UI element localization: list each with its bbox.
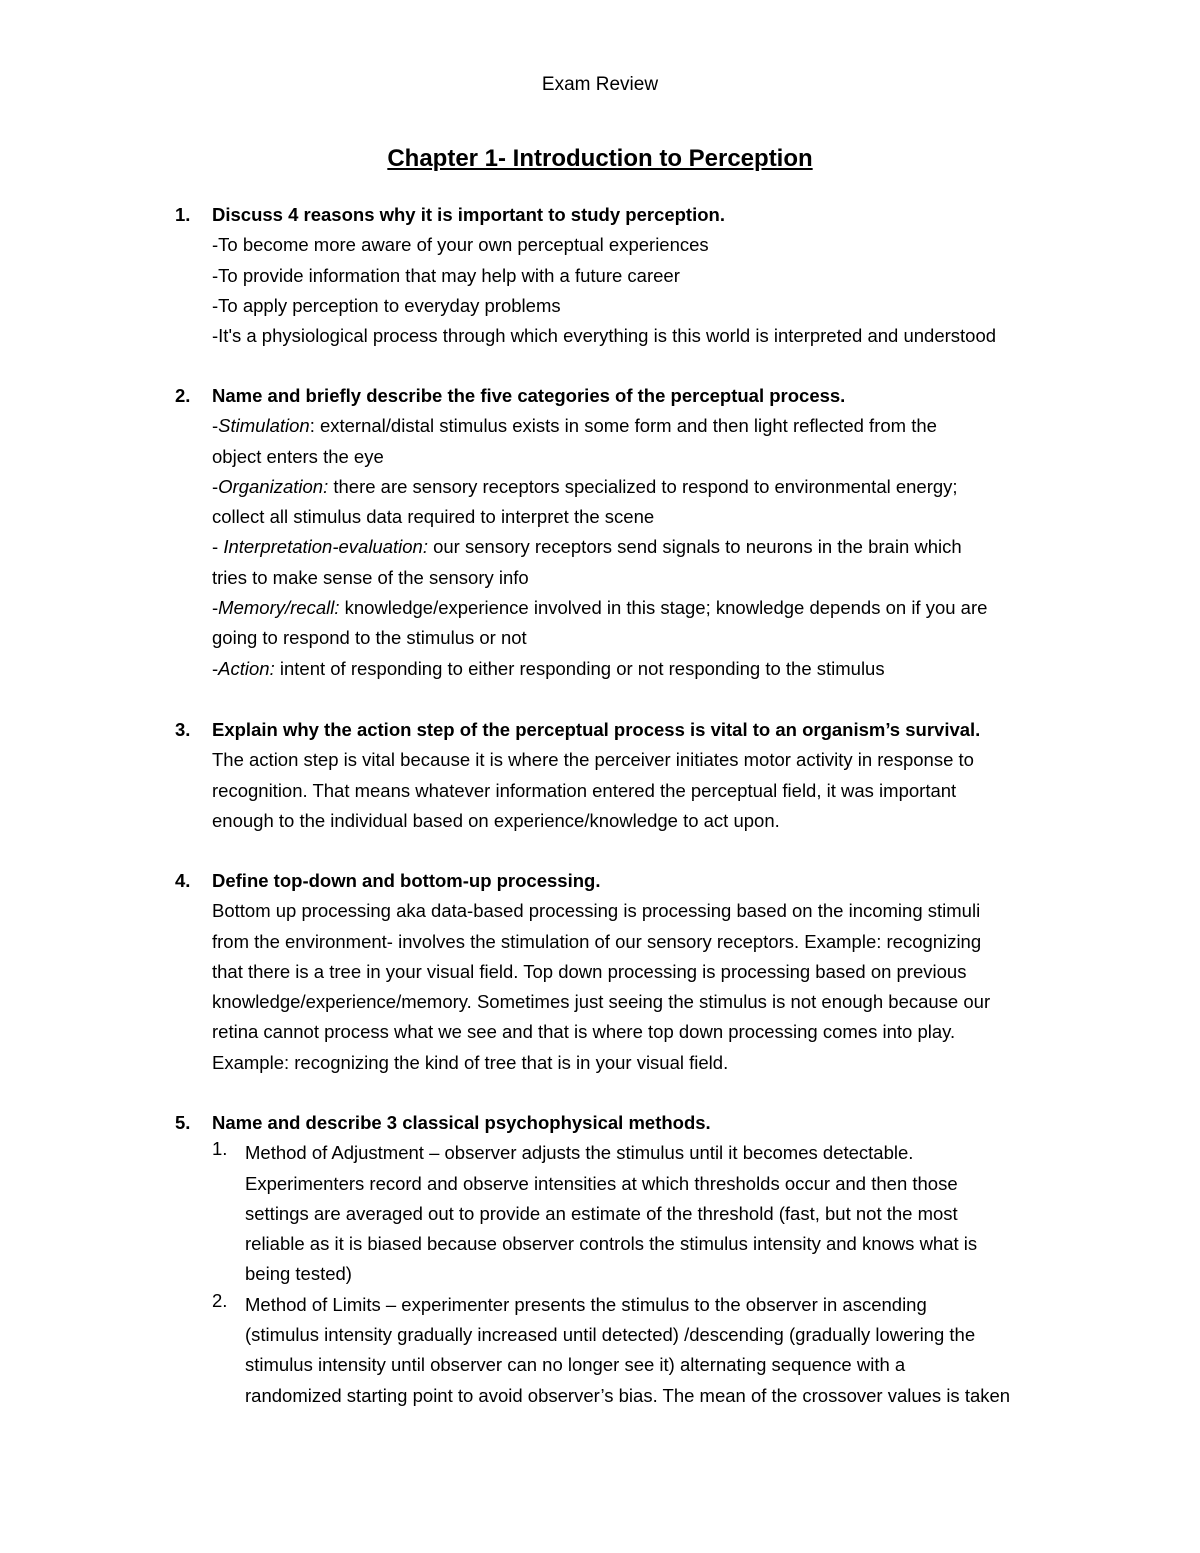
answer-line: enough to the individual based on experience/knowledge to act upon.	[212, 809, 780, 831]
sub-list-item	[175, 1290, 1075, 1411]
term-stimulation: Stimulation	[218, 415, 310, 437]
answer-line: going to respond to the stimulus or not	[212, 627, 527, 649]
answer-line: -To become more aware of your own perceptual experiences	[212, 234, 709, 256]
answer-line: being tested)	[245, 1263, 352, 1285]
answer-line	[212, 532, 1075, 562]
answer-line: Example: recognizing the kind of tree that is in your visual field.	[212, 1051, 729, 1073]
answer-line: from the environment- involves the stimulation of our sensory receptors. Example: recognizing	[212, 930, 982, 952]
answer-line: -To apply perception to everyday problems	[212, 294, 561, 316]
answer-line: -To provide information that may help with a future career	[212, 264, 680, 286]
definition: : external/distal stimulus exists in some form and then light reflected from the	[309, 415, 937, 437]
definition: intent of responding to either responding or not responding to the stimulus	[274, 657, 885, 679]
answer-line: settings are averaged out to provide an estimate of the threshold (fast, but not the most	[245, 1202, 958, 1224]
sub-item-number: 1.	[212, 1138, 228, 1160]
answer-line: knowledge/experience/memory. Sometimes just seeing the stimulus is not enough because our	[212, 991, 991, 1013]
question-1	[175, 200, 1075, 351]
question-text: Name and briefly describe the five categories of the perceptual process.	[212, 385, 846, 406]
answer-line: object enters the eye	[212, 445, 384, 467]
question-number: 3.	[175, 719, 191, 740]
answer-line: Experimenters record and observe intensities at which thresholds occur and then those	[245, 1172, 958, 1194]
term-interpretation: Interpretation-evaluation:	[223, 536, 428, 558]
answer-line: that there is a tree in your visual field. Top down processing is processing based on previous	[212, 960, 967, 982]
sub-list-item	[175, 1138, 1075, 1289]
answer-line: retina cannot process what we see and that is where top down processing comes into play.	[212, 1021, 956, 1043]
question-text: Define top-down and bottom-up processing.	[212, 870, 601, 891]
answer-line	[212, 593, 1075, 623]
dash: -	[212, 475, 219, 497]
answer-line: tries to make sense of the sensory info	[212, 566, 529, 588]
answer-line	[212, 472, 1075, 502]
answer-line: collect all stimulus data required to interpret the scene	[212, 506, 655, 528]
dash: -	[212, 657, 219, 679]
answer-line: (stimulus intensity gradually increased until detected) /descending (gradually lowering the	[245, 1324, 976, 1346]
term-memory: Memory/recall:	[218, 597, 340, 619]
definition: knowledge/experience involved in this stage; knowledge depends on if you are	[339, 597, 988, 619]
question-text: Explain why the action step of the perceptual process is vital to an organism’s survival.	[212, 719, 981, 740]
question-5	[175, 1108, 1075, 1411]
answer-line: recognition. That means whatever information entered the perceptual field, it was important	[212, 779, 957, 801]
question-3	[175, 715, 1075, 836]
answer-line: reliable as it is biased because observer controls the stimulus intensity and knows what is	[245, 1233, 978, 1255]
answer-line: -It's a physiological process through which everything is this world is interpreted and understood	[212, 325, 997, 347]
dash: -	[212, 415, 219, 437]
answer-line	[212, 411, 1075, 441]
answer-line: randomized starting point to avoid observer’s bias. The mean of the crossover values is taken	[245, 1384, 1011, 1406]
question-number: 2.	[175, 385, 191, 406]
question-text: Discuss 4 reasons why it is important to study perception.	[212, 204, 725, 225]
question-2	[175, 381, 1075, 684]
term-organization: Organization:	[218, 475, 329, 497]
dash: -	[212, 597, 219, 619]
answer-line: Method of Limits – experimenter presents the stimulus to the observer in ascending	[245, 1293, 927, 1315]
term-action: Action:	[218, 657, 275, 679]
answer-line: stimulus intensity until observer can no longer see it) alternating sequence with a	[245, 1354, 906, 1376]
question-number: 1.	[175, 204, 191, 225]
definition: there are sensory receptors specialized to respond to environmental energy;	[328, 475, 958, 497]
dash: -	[212, 536, 224, 558]
page-header: Exam Review	[541, 74, 659, 95]
answer-line: The action step is vital because it is where the perceiver initiates motor activity in response to	[212, 749, 974, 771]
question-number: 4.	[175, 870, 191, 891]
chapter-title: Chapter 1- Introduction to Perception	[387, 145, 813, 172]
answer-line: Method of Adjustment – observer adjusts the stimulus until it becomes detectable.	[245, 1142, 914, 1164]
definition: our sensory receptors send signals to neurons in the brain which	[427, 536, 962, 558]
answer-line: Bottom up processing aka data-based processing is processing based on the incoming stimuli	[212, 900, 981, 922]
question-text: Name and describe 3 classical psychophysical methods.	[212, 1112, 711, 1133]
answer-line	[212, 654, 1075, 684]
question-4	[175, 866, 1075, 1078]
question-number: 5.	[175, 1112, 191, 1133]
sub-item-number: 2.	[212, 1289, 228, 1311]
